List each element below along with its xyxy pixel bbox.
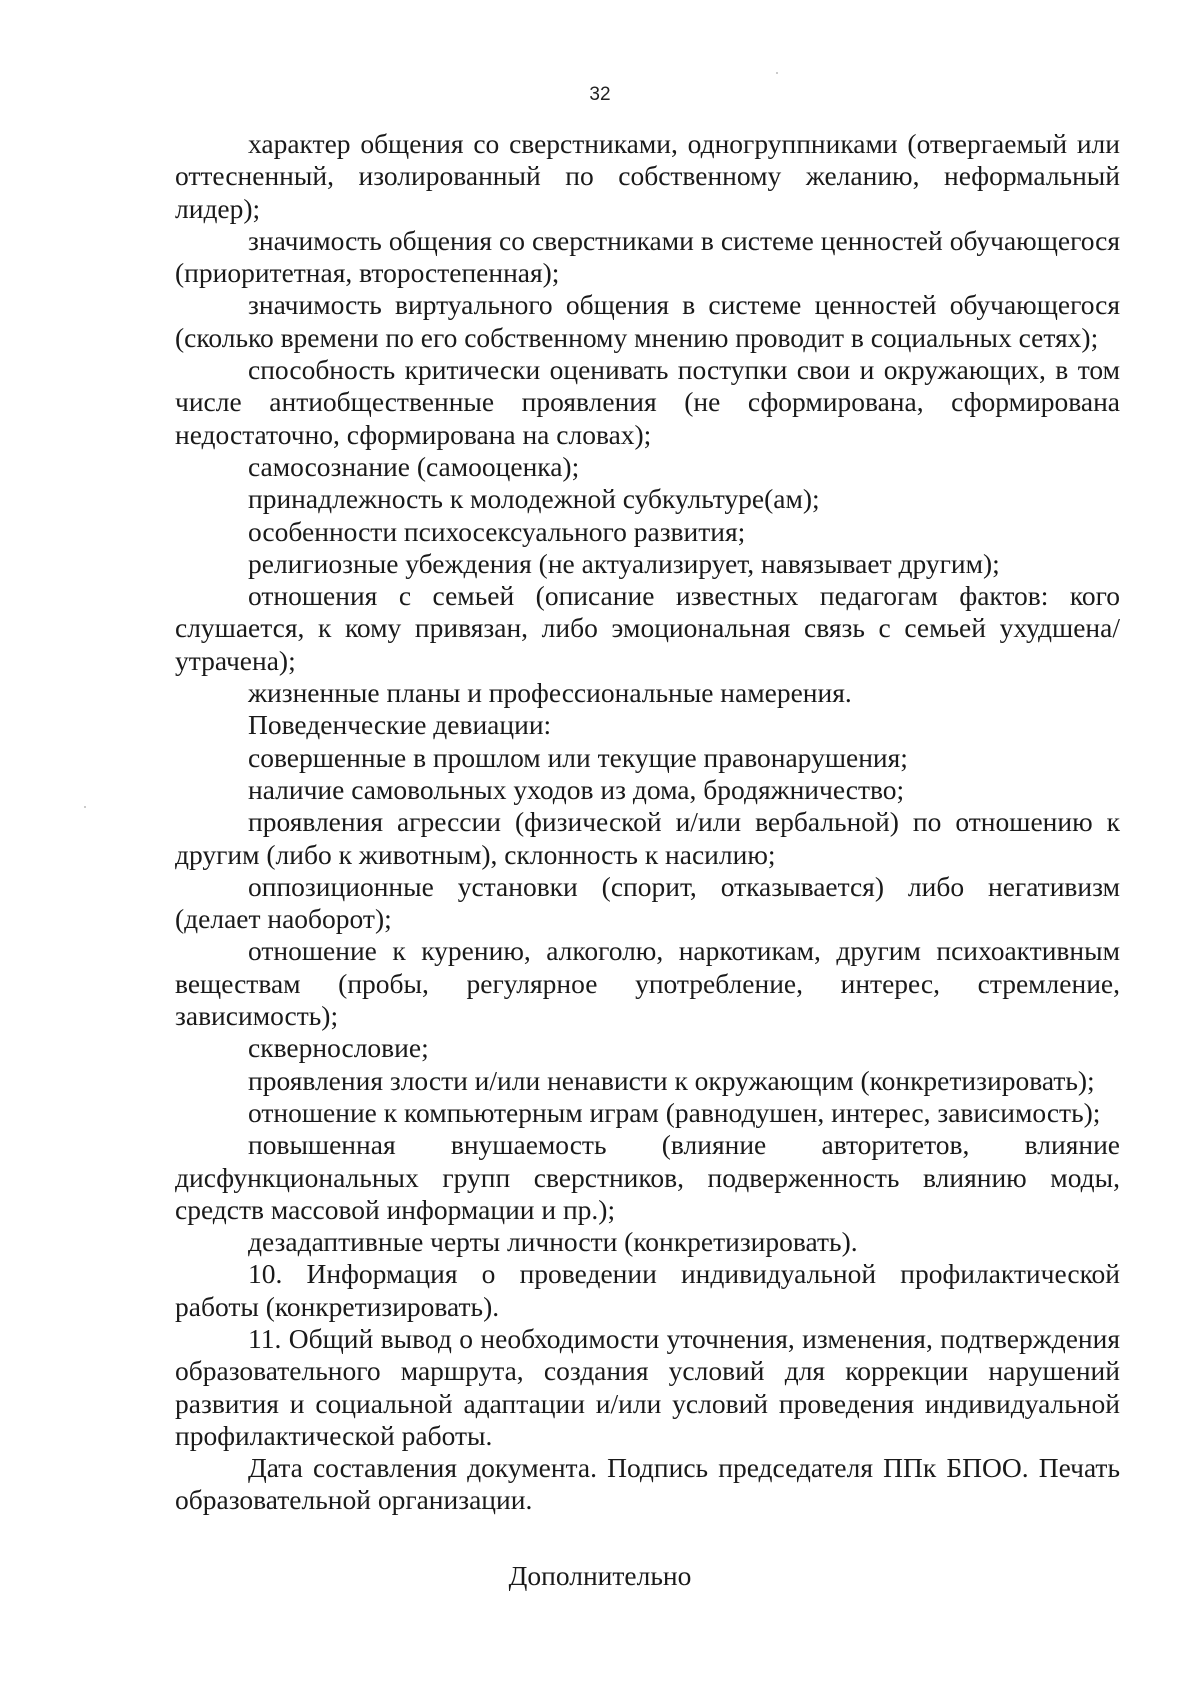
- paragraph: проявления агрессии (физической и/или вербальной) по отношению к другим (либо к животным), склонность к насилию;: [175, 806, 1120, 870]
- paragraph: самосознание (самооценка);: [248, 450, 580, 482]
- paragraph: характер общения со сверстниками, одногруппниками (отвергаемый или оттесненный, изолированный по собственному желанию, неформальный лидер);: [175, 128, 1120, 224]
- paragraph: особенности психосексуального развития;: [248, 515, 746, 547]
- scan-speck: [84, 806, 86, 808]
- paragraph: проявления злости и/или ненависти к окружающим (конкретизировать);: [248, 1064, 1095, 1096]
- paragraph: оппозиционные установки (спорит, отказывается) либо негативизм (делает наоборот);: [175, 870, 1120, 935]
- paragraph: дезадаптивные черты личности (конкретизировать).: [248, 1226, 858, 1258]
- paragraph: отношение к компьютерным играм (равнодушен, интерес, зависимость);: [248, 1096, 1101, 1128]
- signature-line: Дата составления документа. Подпись председателя ППк БПОО. Печать образовательной организации.: [175, 1452, 1120, 1516]
- numbered-item-11: 11. Общий вывод о необходимости уточнения, изменения, подтверждения образовательного маршрута, создания условий для коррекции нарушений развития и социальной адаптации и/или условий проведения индивидуальной профилактической работы.: [175, 1322, 1120, 1451]
- paragraph: отношение к курению, алкоголю, наркотикам, другим психоактивным веществам (пробы, регулярное употребление, интерес, стремление, зависимость);: [175, 935, 1120, 1032]
- paragraph: повышенная внушаемость (влияние авторитетов, влияние дисфункциональных групп сверстников, подверженность влиянию моды, средств массовой информации и пр.);: [175, 1129, 1120, 1225]
- section-heading: Дополнительно: [508, 1560, 692, 1591]
- numbered-item-10: 10. Информация о проведении индивидуальной профилактической работы (конкретизировать).: [175, 1258, 1120, 1322]
- paragraph: значимость виртуального общения в системе ценностей обучающегося (сколько времени по его собственному мнению проводит в социальных сетях);: [175, 289, 1120, 353]
- section-label: Поведенческие девиации:: [248, 709, 552, 741]
- paragraph: жизненные планы и профессиональные намерения.: [248, 677, 852, 709]
- paragraph: сквернословие;: [248, 1032, 429, 1064]
- paragraph: принадлежность к молодежной субкультуре(ам);: [248, 483, 820, 515]
- paragraph: способность критически оценивать поступки свои и окружающих, в том числе антиобщественные проявления (не сформирована, сформирована недостаточно, сформирована на словах);: [175, 354, 1120, 450]
- paragraph: значимость общения со сверстниками в системе ценностей обучающегося (приоритетная, второстепенная);: [175, 224, 1120, 289]
- scan-speck: [776, 72, 778, 74]
- page-number: 32: [589, 84, 611, 105]
- body-text: [175, 128, 1120, 1517]
- paragraph: совершенные в прошлом или текущие правонарушения;: [248, 741, 908, 773]
- paragraph: наличие самовольных уходов из дома, бродяжничество;: [248, 773, 905, 805]
- paragraph: религиозные убеждения (не актуализирует, навязывает другим);: [248, 547, 1000, 579]
- paragraph: отношения с семьей (описание известных педагогам фактов: кого слушается, к кому привязан, либо эмоциональная связь с семьей ухудшена/утрачена);: [175, 580, 1120, 676]
